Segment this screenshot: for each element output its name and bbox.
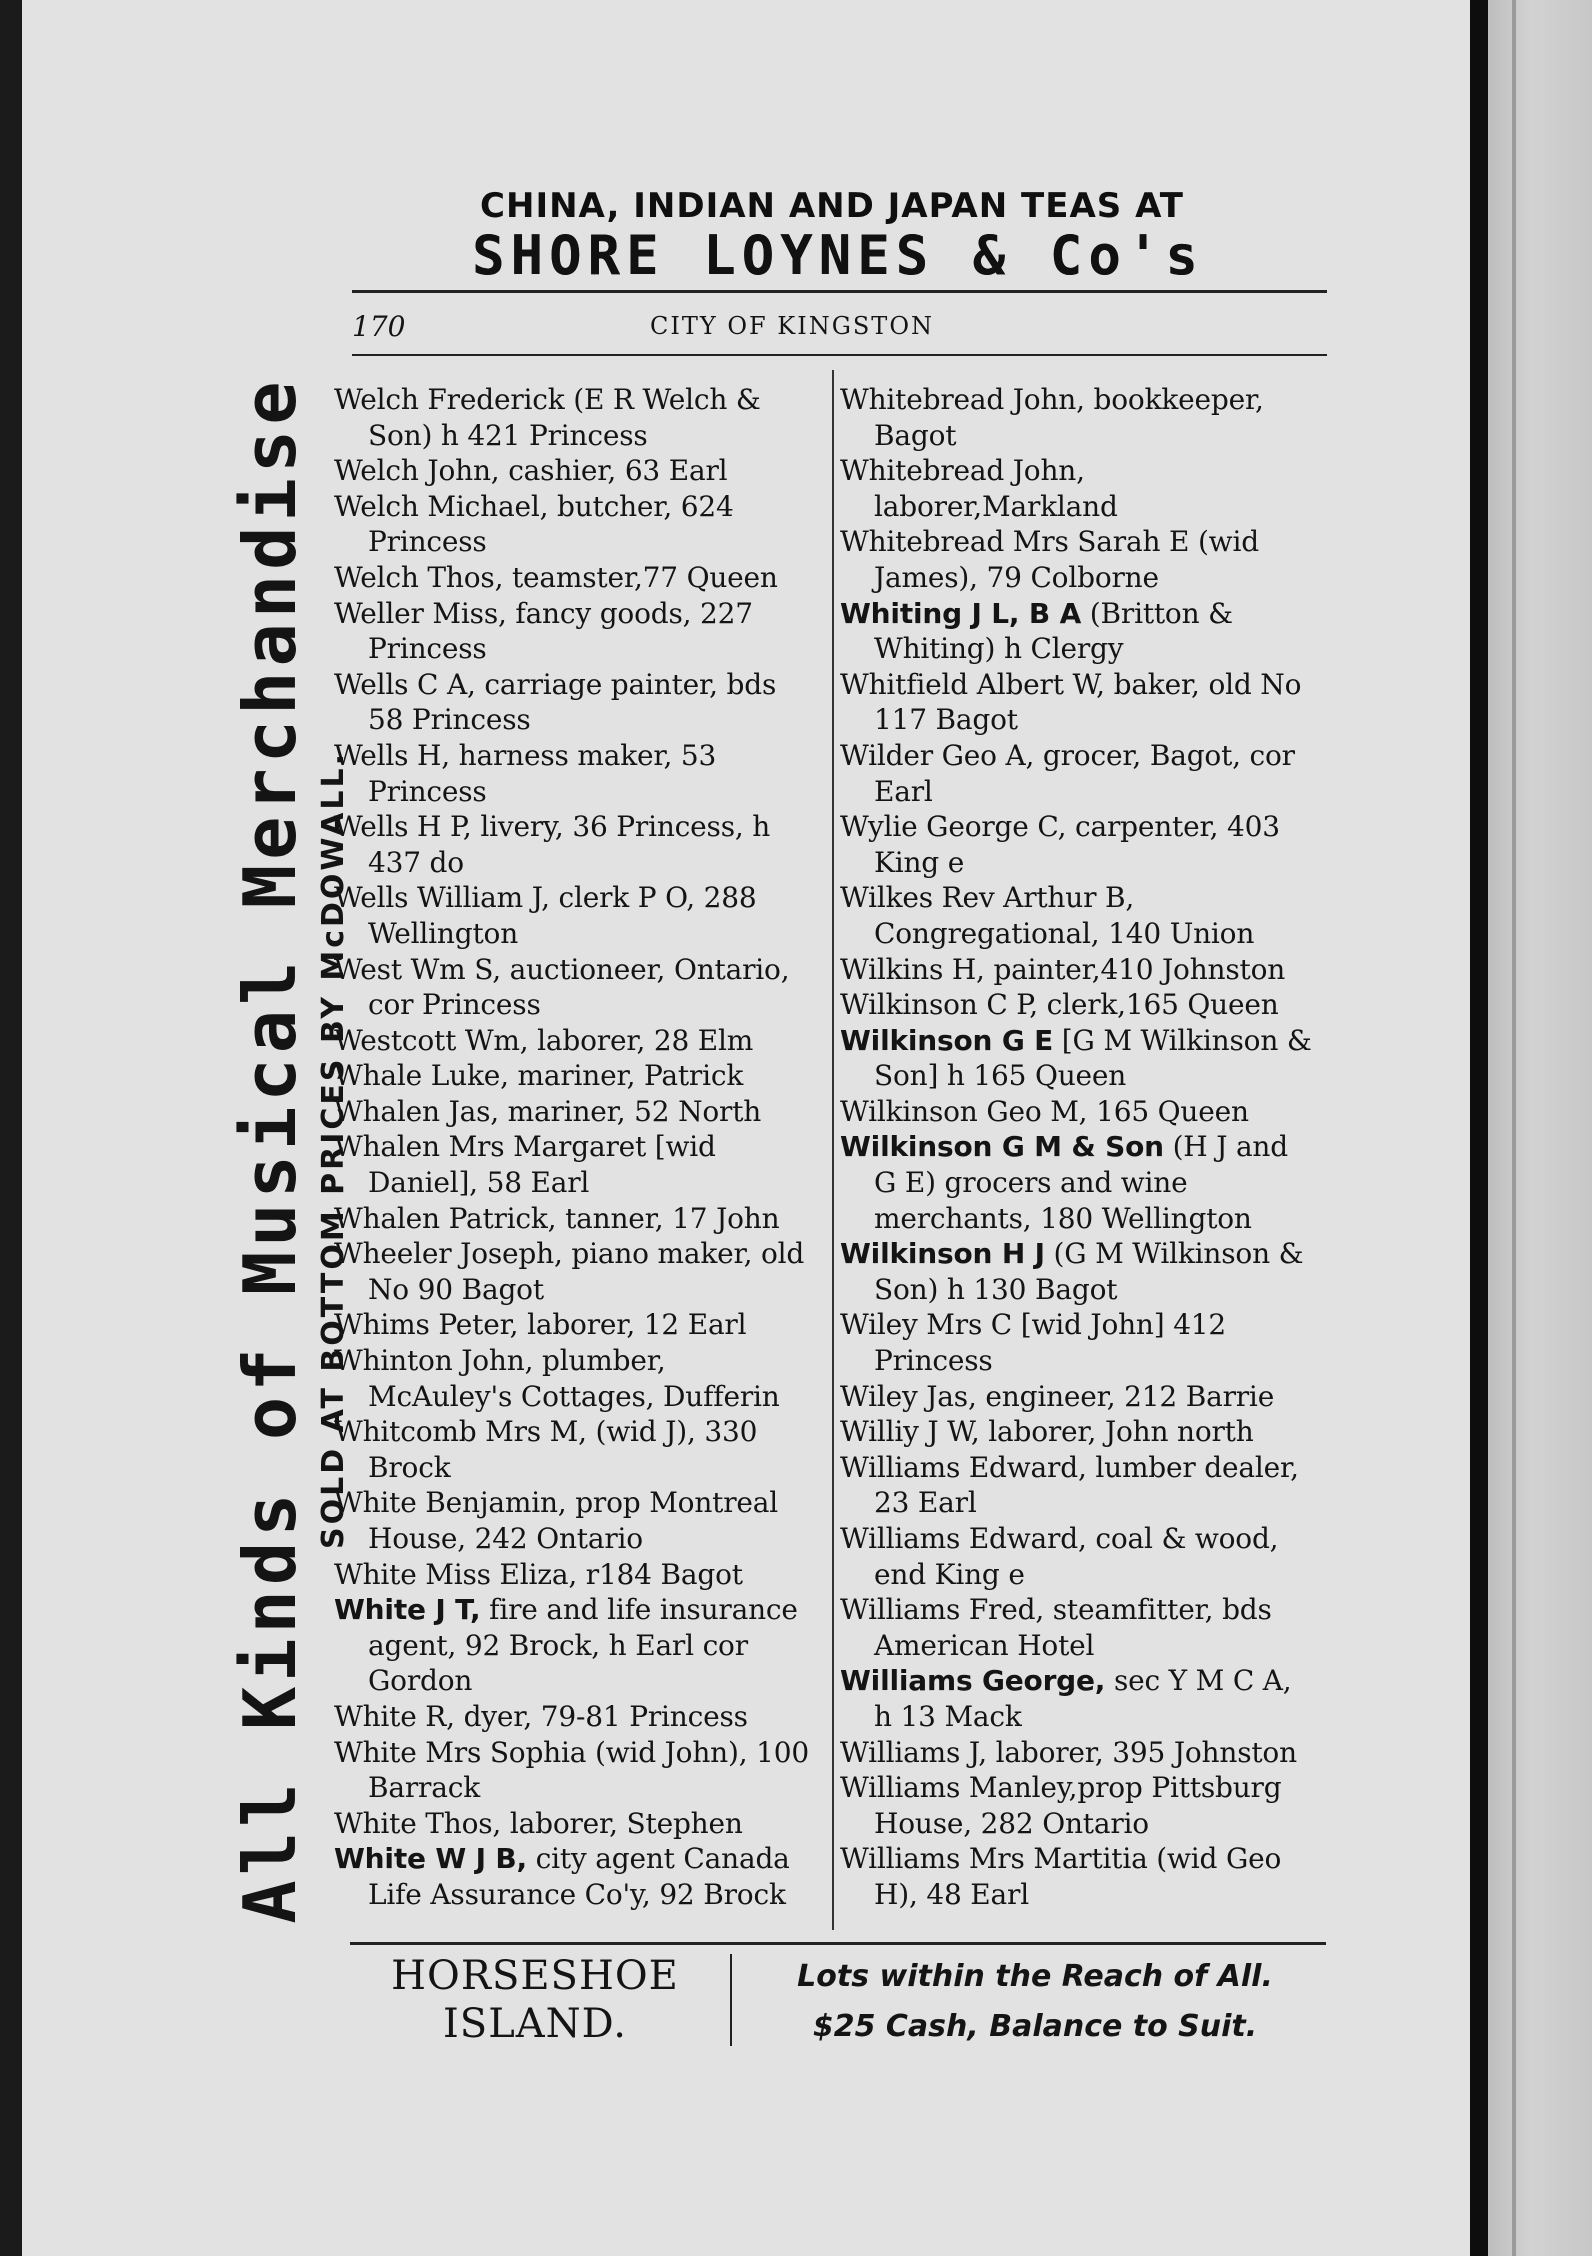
entry-name: Wiley Mrs C [840, 1308, 1013, 1342]
directory-entry [840, 1236, 1315, 1307]
entry-details: plumber, McAuley's Cottages, Dufferin [368, 1344, 780, 1413]
entry-details: prop Montreal House, 242 Ontario [368, 1486, 779, 1555]
entry-details: piano maker, old No 90 Bagot [368, 1237, 805, 1306]
directory-entry [334, 952, 809, 1023]
entry-name: White W J B, [334, 1842, 527, 1876]
page-number: 170 [352, 310, 406, 343]
entry-details: (wid John), 100 Barrack [368, 1735, 809, 1805]
directory-entry [840, 1129, 1315, 1236]
footer-right-line2: $25 Cash, Balance to Suit. [812, 2009, 1258, 2044]
directory-entry [840, 1663, 1315, 1734]
entry-name: Wells H, [334, 738, 450, 772]
entry-details: mariner, Patrick [508, 1059, 744, 1093]
entry-details: cashier, 63 Earl [499, 454, 728, 488]
entry-details: fire and life insurance agent, 92 Brock, h Earl cor Gordon [368, 1593, 798, 1698]
directory-entry [334, 667, 809, 738]
directory-entry [840, 1770, 1315, 1841]
directory-entry [334, 1058, 809, 1094]
entry-name: Wiley Jas, [840, 1379, 977, 1413]
entry-name: Welch John, [334, 454, 500, 488]
entry-name: Whale Luke, [334, 1059, 509, 1093]
directory-entry [840, 1023, 1315, 1094]
directory-entry [334, 596, 809, 667]
directory-entry [334, 809, 809, 880]
entry-name: Whiting J L, B A [840, 596, 1082, 630]
entry-name: Whalen Mrs Margaret [334, 1130, 647, 1164]
entry-name: Whalen Patrick, [334, 1201, 557, 1235]
entry-details: (Britton & Whiting) h Clergy [874, 596, 1233, 666]
directory-entry [840, 1521, 1315, 1592]
entry-details: [G M Wilkinson & Son] h 165 Queen [874, 1023, 1312, 1093]
entry-name: Wylie George C, [840, 810, 1067, 844]
entry-name: Wells C A, [334, 667, 476, 701]
entry-details: engineer, 212 Barrie [976, 1379, 1275, 1413]
entry-name: White Thos, [334, 1806, 502, 1840]
directory-entry [334, 1735, 809, 1806]
entry-name: Wilkins H, [840, 952, 985, 986]
entry-name: Williy J W, [840, 1415, 980, 1449]
right-column [840, 382, 1315, 1913]
entry-details: teamster,77 Queen [503, 560, 778, 594]
footer-horseshoe-island [350, 1952, 720, 2048]
entry-details: dyer, 79-81 Princess [454, 1699, 748, 1733]
entry-name: Whitebread John, [840, 383, 1085, 416]
directory-entry [334, 382, 809, 453]
entry-details: (wid James), 79 Colborne [874, 525, 1259, 594]
entry-details: prop Pittsburg House, 282 Ontario [874, 1771, 1282, 1840]
directory-entry [840, 667, 1315, 738]
directory-entry [334, 1699, 809, 1735]
entry-details: city agent Canada Life Assurance Co'y, 92 Brock [368, 1842, 790, 1911]
directory-entry [840, 596, 1315, 667]
entry-details: painter,410 Johnston [984, 952, 1286, 986]
binding-line [1512, 0, 1516, 2256]
entry-details: mariner, 52 North [498, 1094, 762, 1128]
entry-name: Wilder Geo A, [840, 738, 1035, 772]
entry-details: auctioneer, Ontario, cor Princess [368, 952, 790, 1022]
entry-details: clerk,165 Queen [1037, 988, 1279, 1022]
directory-entry [334, 489, 809, 560]
entry-name: Whitcomb Mrs M, [334, 1415, 587, 1449]
entry-name: Williams Fred, [840, 1593, 1045, 1627]
entry-details: (wid Geo H), 48 Earl [874, 1842, 1282, 1911]
entry-name: Wilkinson G E [840, 1023, 1054, 1057]
entry-details: harness maker, 53 Princess [368, 738, 717, 808]
entry-details: laborer, 12 Earl [518, 1308, 747, 1342]
entry-name: Wells William J, [334, 881, 550, 915]
entry-name: Weller Miss, [334, 596, 507, 630]
entry-name: Wilkinson G M & Son [840, 1130, 1164, 1164]
footer-rule [350, 1942, 1326, 1945]
entry-details: butcher, 624 Princess [368, 489, 734, 559]
directory-entry [840, 1379, 1315, 1415]
directory-entry [840, 952, 1315, 988]
entry-details: laborer, John north [979, 1415, 1254, 1449]
entry-details: (H J and G E) grocers and wine merchants, 180 Wellington [874, 1130, 1288, 1235]
entry-name: Wilkes Rev Arthur B, [840, 881, 1135, 915]
entry-name: Williams Edward, [840, 1450, 1087, 1484]
store-name-banner: SHORE LOYNES & Co's [472, 224, 1204, 287]
entry-name: Wells H P, [334, 810, 472, 844]
directory-entry [840, 524, 1315, 595]
directory-entry [840, 1094, 1315, 1130]
directory-entry [334, 738, 809, 809]
entry-details: Congregational, 140 Union [874, 916, 1255, 950]
directory-entry [840, 382, 1315, 453]
directory-entry [840, 1841, 1315, 1912]
entry-details: grocer, Bagot, cor Earl [874, 738, 1295, 808]
entry-name: Williams J, [840, 1735, 987, 1769]
directory-entry [840, 809, 1315, 880]
entry-name: West Wm S, [334, 952, 501, 986]
entry-details: (E R Welch & Son) h 421 Princess [368, 383, 761, 452]
directory-entry [334, 1129, 809, 1200]
footer-right-line1: Lots within the Reach of All. [797, 1959, 1273, 1994]
header-rule [352, 290, 1327, 293]
directory-entry [840, 880, 1315, 951]
entry-name: Williams George, [840, 1664, 1106, 1698]
footer-lots-ad [740, 1952, 1330, 2052]
directory-entry [334, 1023, 809, 1059]
directory-entry [334, 1201, 809, 1237]
directory-entry [840, 453, 1315, 524]
entry-name: Welch Thos, [334, 560, 504, 594]
directory-entry [840, 1450, 1315, 1521]
directory-entry [334, 1557, 809, 1593]
column-divider [832, 370, 834, 1930]
footer-divider [730, 1954, 732, 2046]
entry-name: Whalen Jas, [334, 1094, 499, 1128]
footer-left-line2: ISLAND. [442, 2001, 627, 2047]
directory-entry [334, 453, 809, 489]
directory-entry [334, 1236, 809, 1307]
entry-name: Williams Manley, [840, 1771, 1078, 1805]
entry-details: steamfitter, bds American Hotel [874, 1593, 1272, 1662]
entry-name: White R, [334, 1699, 455, 1733]
directory-entry [334, 1094, 809, 1130]
directory-entry [334, 1307, 809, 1343]
entry-name: White Mrs Sophia [334, 1735, 587, 1769]
entry-details: [wid John] 412 Princess [874, 1308, 1227, 1378]
entry-details: carriage painter, bds 58 Princess [368, 667, 777, 737]
entry-name: White Benjamin, [334, 1486, 567, 1520]
entry-name: Whitebread Mrs Sarah E [840, 525, 1190, 559]
directory-entry [334, 1592, 809, 1699]
directory-entry [840, 987, 1315, 1023]
running-head: CITY OF KINGSTON [650, 312, 934, 340]
entry-name: Williams Mrs Martitia [840, 1842, 1148, 1876]
directory-entry [334, 1343, 809, 1414]
entry-details: bookkeeper, Bagot [874, 383, 1264, 452]
entry-name: Whitfield Albert W, [840, 667, 1105, 701]
entry-details: laborer, Stephen [501, 1806, 743, 1840]
entry-details: laborer, 28 Elm [528, 1023, 754, 1057]
entry-name: Whims Peter, [334, 1308, 519, 1342]
running-head-rule [352, 354, 1327, 356]
entry-details: laborer, 395 Johnston [986, 1735, 1297, 1769]
entry-details: baker, old No 117 Bagot [874, 667, 1302, 737]
directory-entry [334, 880, 809, 951]
left-column [334, 382, 809, 1913]
entry-name: Whitebread John, [840, 454, 1085, 488]
entry-name: Wilkinson Geo M, [840, 1094, 1088, 1128]
entry-name: Whinton John, [334, 1344, 534, 1378]
side-ad-sub-text: SOLD AT BOTTOM PRICES BY McDOWALL. [316, 751, 351, 1549]
entry-details: [wid Daniel], 58 Earl [368, 1130, 716, 1200]
entry-name: White J T, [334, 1593, 481, 1627]
directory-entry [840, 1735, 1315, 1771]
side-ad-main-text: All Kinds of Musical Merchandise [228, 376, 312, 1924]
entry-details: fancy goods, 227 Princess [368, 596, 753, 666]
entry-details: 165 Queen [1087, 1094, 1249, 1128]
directory-entry [840, 1414, 1315, 1450]
entry-name: Welch Michael, [334, 489, 549, 523]
entry-name: Westcott Wm, [334, 1023, 529, 1057]
entry-name: Wilkinson C P, [840, 988, 1038, 1022]
directory-entry [840, 738, 1315, 809]
entry-name: Williams Edward, [840, 1522, 1087, 1555]
tea-advertisement-line: CHINA, INDIAN AND JAPAN TEAS AT [480, 186, 1184, 226]
directory-entry [334, 560, 809, 596]
entry-name: White Miss Eliza, [334, 1557, 578, 1591]
directory-entry [334, 1485, 809, 1556]
entry-details: r184 Bagot [577, 1557, 743, 1591]
entry-details: tanner, 17 John [556, 1201, 780, 1235]
entry-details: (G M Wilkinson & Son) h 130 Bagot [874, 1237, 1304, 1306]
entry-details: lumber dealer, 23 Earl [874, 1450, 1299, 1520]
entry-name: Wheeler Joseph, [334, 1237, 563, 1271]
entry-details: coal & wood, end King e [874, 1522, 1279, 1591]
adjacent-page-edge [1470, 0, 1592, 2256]
entry-details: clerk P O, 288 Wellington [368, 881, 757, 950]
entry-details: carpenter, 403 King e [874, 810, 1280, 879]
directory-entry [840, 1592, 1315, 1663]
entry-name: Welch Frederick [334, 383, 565, 416]
entry-details: laborer,Markland [874, 489, 1118, 523]
entry-name: Wilkinson H J [840, 1237, 1045, 1271]
footer-left-line1: HORSESHOE [391, 1953, 679, 1999]
entry-details: (wid J), 330 Brock [368, 1415, 758, 1484]
directory-entry [334, 1414, 809, 1485]
directory-entry [840, 1307, 1315, 1378]
directory-entry [334, 1806, 809, 1842]
entry-details: sec Y M C A, h 13 Mack [874, 1664, 1292, 1733]
entry-details: livery, 36 Princess, h 437 do [368, 810, 771, 879]
directory-entry [334, 1841, 809, 1912]
